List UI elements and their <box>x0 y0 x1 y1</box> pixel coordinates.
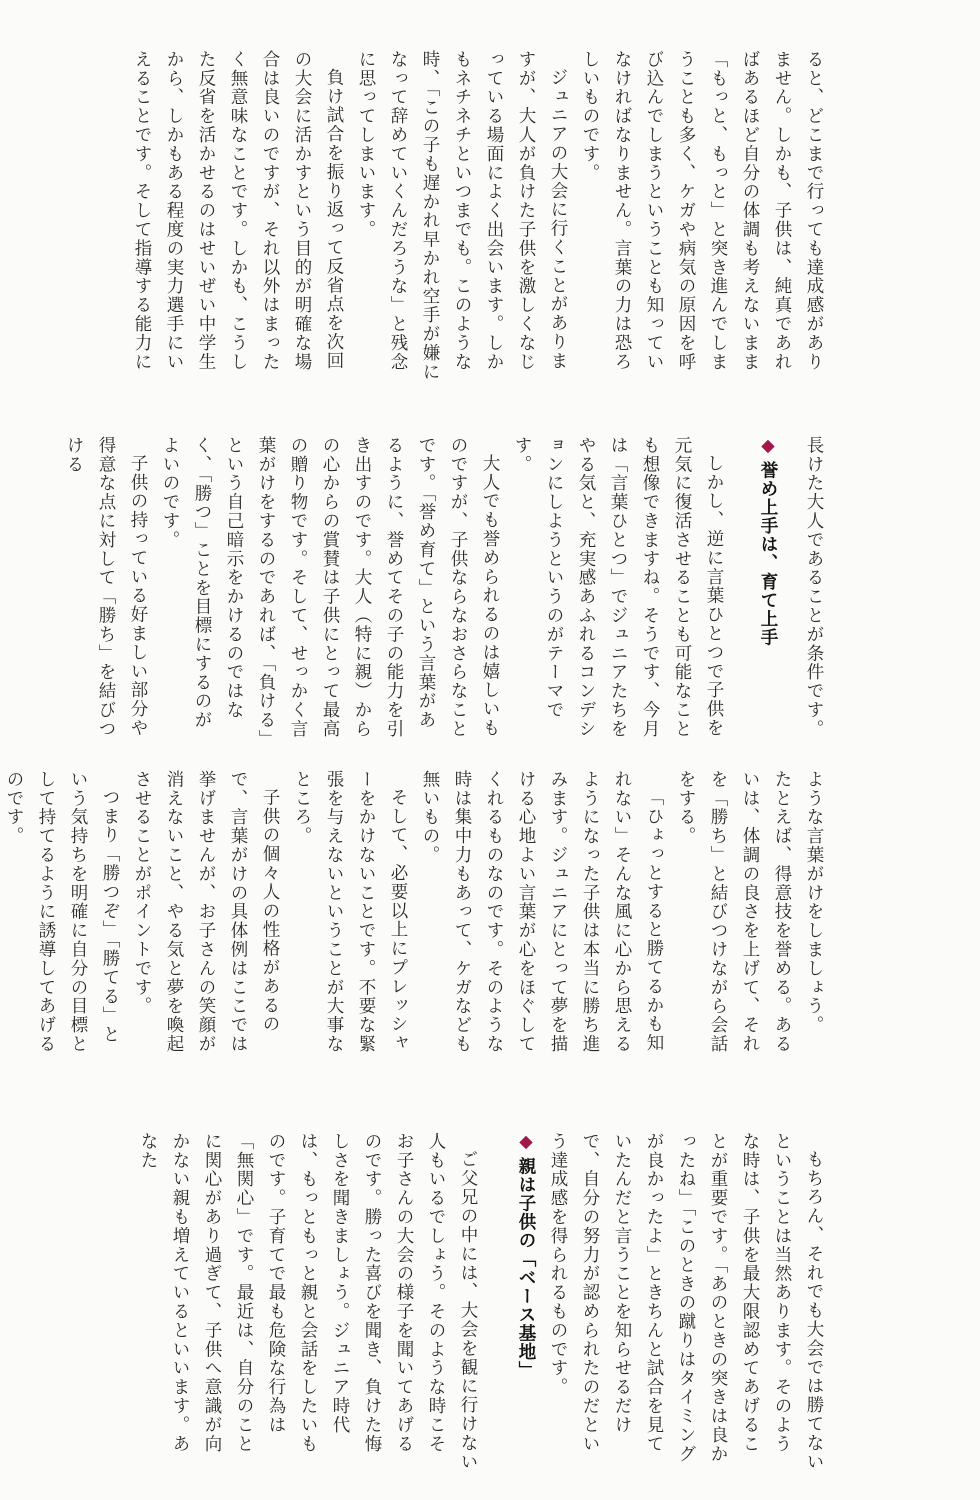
tier3-paragraph-6: つまり「勝つぞ」「勝てる」という気持ちを明確に自分の目標として持てるように誘導してあげるのです。 <box>4 770 120 1054</box>
text-tier-3 <box>4 770 830 1060</box>
tier1-paragraph-1: ると、どこまで行っても達成感がありません。しかも、子供は、純真であればあるほど自分の体調も考えないまま「もっと、もっと」と突き進んでしまうことも多く、ケガや病気の原因を呼び込んでしまうということも知っていなければなりません。言葉の力は恐ろしいものです。 <box>580 50 824 372</box>
tier4-paragraph-1: もちろん、それでも大会では勝てないということは当然あります。そのような時は、子供を最大限認めてあげることが重要です。「あのときの突きは良かったね」「このときの蹴りはタイミングが良かったよ」ときちんと試合を見ていたんだと言うことを知らせるだけで、自分の努力が認められたのだという達成感を得られるものです。 <box>548 1132 824 1471</box>
section-heading-parents-title: 親は子供の「ベース基地」 <box>516 1157 536 1380</box>
tier2-text-column <box>58 436 830 742</box>
tier2-paragraph-1: 長けた大人であることが条件です。 <box>804 436 824 739</box>
diamond-bullet-icon: ◆ <box>516 1132 536 1154</box>
section-heading-praise <box>752 436 784 742</box>
text-tier-4 <box>138 1132 830 1472</box>
section-heading-parents <box>510 1132 542 1472</box>
text-tier-1 <box>132 50 830 384</box>
tier3-paragraph-4: そして、必要以上にプレッシャーをかけないことです。不要な緊張を与えないということが大事なところ。 <box>292 770 408 1054</box>
tier3-paragraph-3: 「ひょっとすると勝てるかも知れない」そんな風に心から思えるようになった子供は本当に勝ち進みます。ジュニアにとって夢を描ける心地よい言葉が心をほぐしてくれるものなのです。そのような時は集中力もあって、ケガなども無いもの。 <box>420 770 664 1054</box>
tier1-text-column <box>126 50 830 384</box>
diamond-bullet-icon: ◆ <box>758 436 778 458</box>
tier1-paragraph-2: ジュニアの大会に行くことがありますが、大人が負けた子供を激しくなじっている場面によく出会います。しかもネチネチといつまでも。このような時、「この子も遅かれ早かれ空手が嫌になって辞めていくんだろうな」と残念に思ってしまいます。 <box>356 50 568 382</box>
text-tier-2 <box>64 436 830 742</box>
tier4-text-column <box>132 1132 830 1472</box>
section-heading-praise-title: 誉め上手は、育て上手 <box>758 461 778 647</box>
tier4-paragraph-2: ご父兄の中には、大会を観に行けない人もいるでしょう。そのような時こそお子さんの大会の様子を聞いてあげるのです。勝った喜びを聞き、負けた悔しさを聞きましょう。ジュニア時代は、もっともっと親と会話をしたいものです。子育てで最も危険な行為は「無関心」です。最近は、自分のことに関心があり過ぎて、子供へ意識が向かない親も増えているといいます。あなた <box>138 1132 478 1471</box>
tier2-paragraph-2: しかし、逆に言葉ひとつで子供を元気に復活させることも可能なことも想像できますね。そうです、今月は「言葉ひとつ」でジュニアたちをやる気と、充実感あふれるコンデションにしようというのがテーマです。 <box>512 436 724 739</box>
tier2-paragraph-3: 大人でも誉められるのは嬉しいものですが、子供ならなおさらなことです。「誉め育て」という言葉があるように、誉めてその子の能力を引き出すのです。大人（特に親）からの心からの賞賛は子供にとって最高の贈り物です。そして、せっかく言葉がけをするのであれば、「負ける」という自己暗示をかけるのではなく、「勝つ」ことを目標にするのがよいのです。 <box>160 436 500 740</box>
tier3-paragraph-1: ような言葉がけをしましょう。 <box>804 770 824 1035</box>
tier3-text-column <box>0 770 830 1060</box>
tier3-paragraph-2: たとえば、得意技を誉める。あるいは、体調の良さを上げて、それを「勝ち」と結びつけながら会話をする。 <box>676 770 792 1054</box>
tier3-paragraph-5: 子供の個々人の性格があるので、言葉がけの具体例はここでは挙げませんが、お子さんの笑顔が消えないこと、やる気と夢を喚起させることがポイントです。 <box>132 770 280 1054</box>
tier1-paragraph-3: 負け試合を振り返って反省点を次回の大会に活かすという目的が明確な場合は良いのですが、それ以外はまったく無意味なことです。しかも、こうした反省を活かせるのはせいぜい中学生から、しかもある程度の実力選手にいえることです。そして指導する能力に <box>132 50 344 372</box>
tier2-paragraph-4: 子供の持っている好ましい部分や得意な点に対して「勝ち」を結びつける <box>64 436 148 739</box>
